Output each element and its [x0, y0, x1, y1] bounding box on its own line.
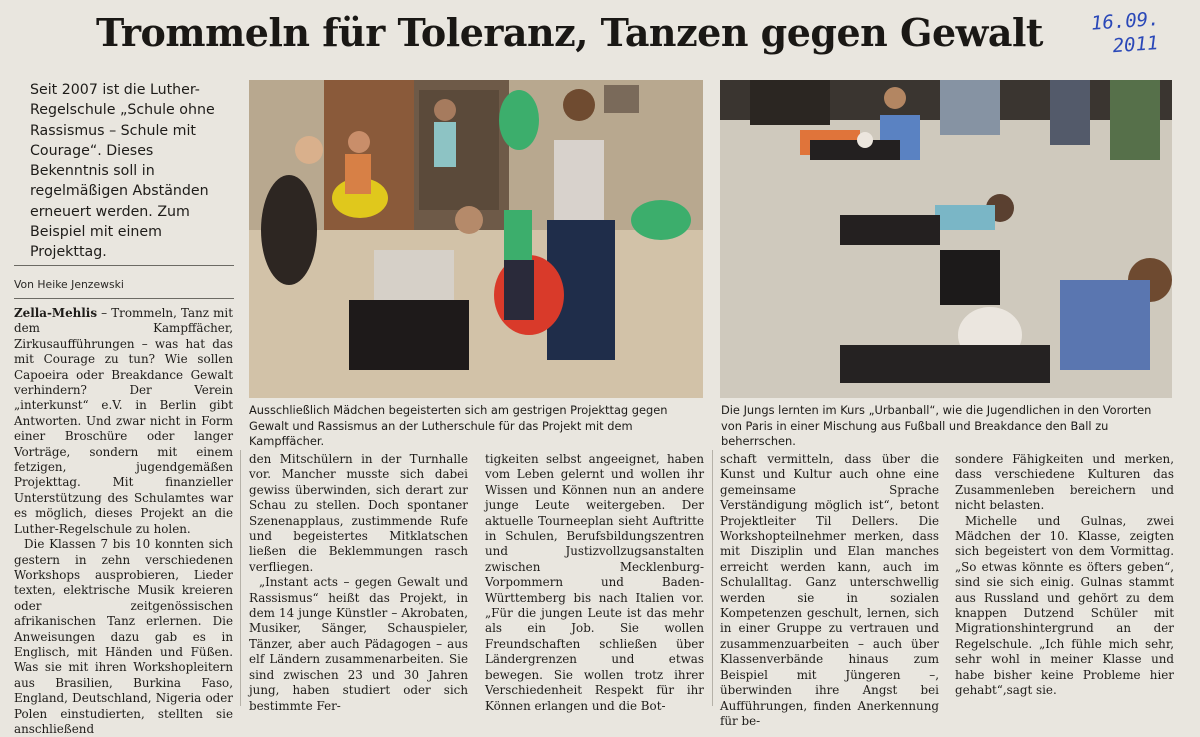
- article-column-4: [720, 452, 939, 728]
- handwritten-date-year: 2011: [1111, 32, 1160, 58]
- dateline: Zella-Mehlis: [14, 306, 98, 320]
- article-column-5: [955, 452, 1174, 706]
- photo-fan-dance: [249, 80, 703, 398]
- column-5-paragraph-1: sondere Fähigkeiten und merken, dass verschiedene Kulturen das Zusammenleben bereichern und nicht belasten.: [955, 452, 1174, 513]
- article-column-1: [14, 306, 233, 736]
- column-2-paragraph-2: „Instant acts – gegen Gewalt und Rassismus“ heißt das Projekt, in dem 14 junge Künstler – Akrobaten, Musiker, Sänger, Schauspieler, Tänzer, aber auch Pädagogen – aus elf Ländern zusammenarbeiten. Sie sind zwischen 23 und 30 Jahren jung, haben studiert oder sich bestimmte Fer-: [249, 575, 468, 713]
- column-2-paragraph-1: den Mitschülern in der Turnhalle vor. Mancher musste sich dabei gewiss überwinden, sich derart zur Schau zu stellen. Doch spontaner Szenenapplaus, zustimmende Rufe und begeistertes Mitklatschen ließen die Beklemmungen rasch verfliegen.: [249, 452, 468, 574]
- article-column-2: [249, 452, 468, 713]
- column-3-paragraph-1: tigkeiten selbst angeeignet, haben vom Leben gelernt und wollen ihr Wissen und Können nun an andere junge Leute weitergeben. Der aktuelle Tourneeplan sieht Auftritte in Schulen, Berufsbildungszentren und Justizvollzugsanstalten zwischen Mecklenburg-Vorpommern und Baden-Württemberg bis nach Italien vor. „Für die jungen Leute ist das mehr als ein Job. Sie wollen Freundschaften schließen über Ländergrenzen und etwas bewegen. Sie wollen trotz ihrer Verschiedenheit Respekt für ihr Können erlangen und die Bot-: [485, 452, 704, 713]
- column-1-paragraph-1: – Trommeln, Tanz mit dem Kampffächer, Zirkusaufführungen – was hat das mit Courage zu tun? Wie sollen Capoeira oder Breakdance Gewalt verhindern? Der Verein „interkunst“ e.V. in Berlin gibt Antworten. Und zwar nicht in Form einer Broschüre oder langer Vorträge, sondern mit einem fetzigen, jugendgemäßen Projekttag. Mit finanzieller Unterstützung des Schulamtes war es möglich, dieses Projekt an die Luther-Regelschule zu holen.: [14, 306, 233, 536]
- photo-fan-dance-image: [249, 80, 703, 398]
- divider: [14, 298, 234, 299]
- photo-urbanball-image: [720, 80, 1172, 398]
- column-divider: [240, 450, 241, 706]
- handwritten-date-day: 16.09.: [1090, 7, 1161, 35]
- column-divider: [712, 450, 713, 706]
- intro-text: Seit 2007 ist die Luther-Regelschule „Schule ohne Rassismus – Schule mit Courage“. Dieses Bekenntnis soll in regelmäßigen Abständen erneuert werden. Zum Beispiel mit einem Projekttag.: [30, 82, 215, 261]
- column-4-paragraph-1: schaft vermitteln, dass über die Kunst und Kultur auch ohne eine gemeinsame Sprache Verständigung möglich ist“, betont Projektleiter Til Dellers. Die Workshopteilnehmer merken, dass mit Disziplin und Elan manches erreicht werden kann, auch im Schulalltag. Ganz unterschwellig werden sie in sozialen Kompetenzen geschult, lernen, sich in einer Gruppe zu vertrauen und zusammenzuarbeiten – auch über Klassenverbände hinaus zum Beispiel mit Jüngeren –, überwinden ihre Angst bei Aufführungen, finden Anerkennung für be-: [720, 452, 939, 728]
- column-1-paragraph-2: Die Klassen 7 bis 10 konnten sich gestern in zehn verschiedenen Workshops ausprobieren, Lieder texten, elektrische Musik kreieren oder zeitgenössischen afrikanischen Tanz erlernen. Die Anweisungen dazu gab es in Englisch, mit Händen und Füßen. Was sie mit ihren Workshopleitern aus Brasilien, Burkina Faso, England, Deutschland, Nigeria oder Polen einstudierten, stellten sie anschließend: [14, 537, 233, 736]
- byline: Von Heike Jenzewski: [14, 278, 124, 291]
- photo-caption-urbanball: Die Jungs lernten im Kurs „Urbanball“, wie die Jugendlichen in den Vororten von Paris in einer Mischung aus Fußball und Breakdance den Ball zu beherrschen.: [721, 403, 1152, 448]
- photo-urbanball: [720, 80, 1172, 398]
- article-column-3: [485, 452, 704, 713]
- handwritten-date: [1090, 4, 1200, 65]
- divider: [14, 265, 234, 266]
- column-5-paragraph-2: Michelle und Gulnas, zwei Mädchen der 10. Klasse, zeigten sich begeistert von dem Vormittag. „So etwas könnte es öfters geben“, sind sie sich einig. Gulnas stammt aus Russland und gehört zu dem knappen Dutzend Schüler mit Migrationshintergrund an der Regelschule. „Ich fühle mich sehr, sehr wohl in meiner Klasse und habe bisher keine Probleme hier gehabt“,sagt sie.: [955, 513, 1174, 698]
- photo-caption-fan-dance: Ausschließlich Mädchen begeisterten sich am gestrigen Projekttag gegen Gewalt und Rassismus an der Lutherschule für das Projekt mit dem Kampffächer.: [249, 403, 668, 448]
- headline: Trommeln für Toleranz, Tanzen gegen Gewalt: [96, 10, 1043, 55]
